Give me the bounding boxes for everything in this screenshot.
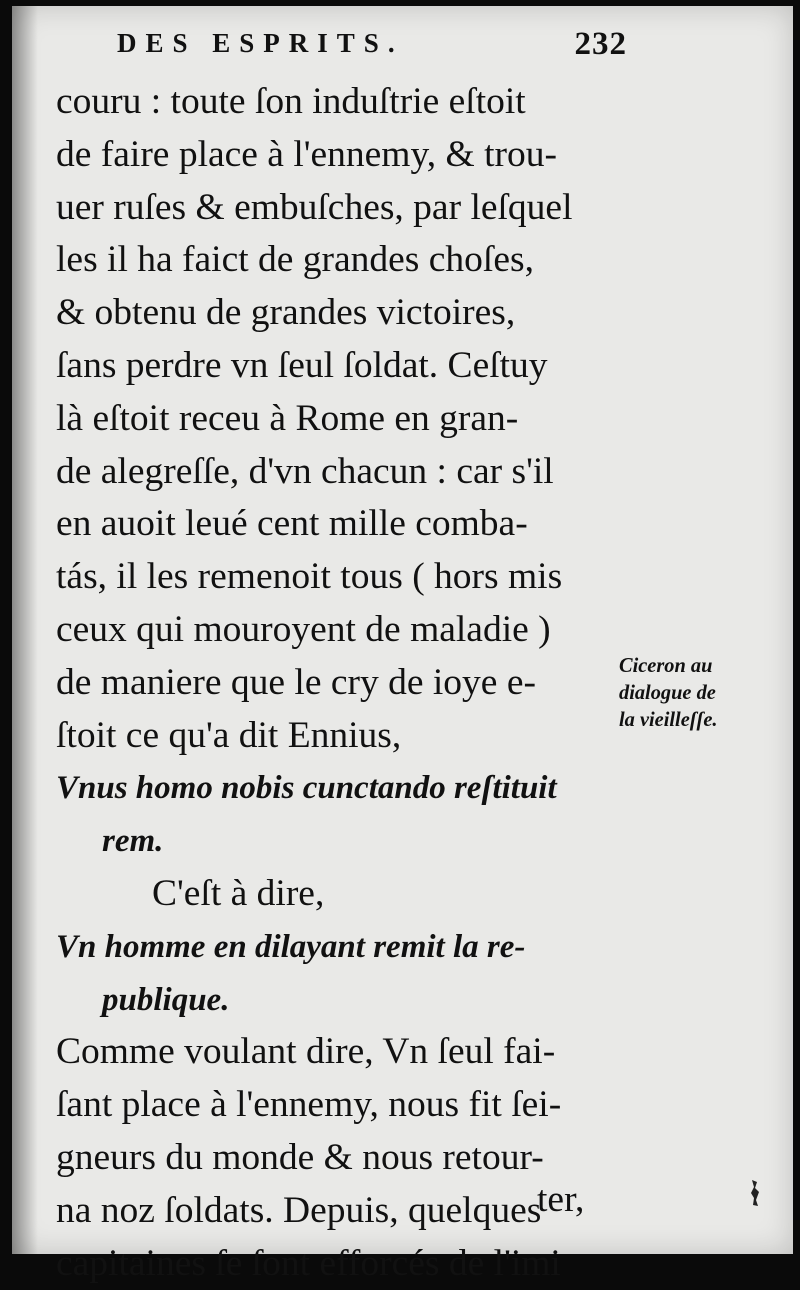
margin-note-line: dialogue de [619,680,716,704]
latin-quote-line: Vnus homo nobis cunctando reſtituit [56,770,557,807]
text-line: là eſtoit receu à Rome en gran- [56,397,519,439]
text-line: na noz ſoldats. Depuis, quelques [56,1189,542,1231]
text-line: gneurs du monde & nous retour- [56,1136,544,1178]
text-line: tás, il les remenoit tous ( hors mis [56,556,563,598]
text-line: couru : toute ſon induſtrie eſtoit [56,81,526,122]
margin-note-line: Ciceron au [619,653,713,677]
text-line: capitaines ſe ſont efforcés de l'imi [56,1242,561,1284]
text-line: ſans perdre vn ſeul ſoldat. Ceſtuy [56,344,548,386]
ink-speck-icon [748,1178,762,1208]
translation-quote-line: Vn homme en dilayant remit la re- [56,928,526,965]
margin-note [619,652,789,733]
text-line: de alegreſſe, d'vn chacun : car s'il [56,450,554,492]
catchword: ter, [537,1179,585,1220]
book-page [12,6,793,1284]
translation-quote-line: publique. [102,981,230,1018]
text-line: de faire place à l'ennemy, & trou- [56,133,557,175]
text-line: ſtoit ce qu'a dit Ennius, [56,714,402,756]
text-line: Comme voulant dire, Vn ſeul fai- [56,1031,556,1073]
margin-note-line: la vieilleſſe. [619,707,718,731]
text-line: ſant place à l'ennemy, nous fit ſei- [56,1084,562,1126]
text-line: uer ruſes & embuſches, par leſquel [56,186,573,228]
text-line: de maniere que le cry de ioye e- [56,661,536,703]
page-number: 232 [574,26,627,62]
text-line: ceux qui mouroyent de maladie ) [56,608,551,650]
text-line: C'eſt à dire, [152,872,325,914]
running-title: DES ESPRITS. [117,28,404,58]
page-gutter-shadow [12,6,38,1254]
text-line: en auoit leué cent mille comba- [56,503,528,545]
text-line: les il ha faict de grandes choſes, [56,239,534,281]
latin-quote-line: rem. [102,823,164,860]
body-text [56,76,628,1290]
text-line: & obtenu de grandes victoires, [56,292,516,334]
